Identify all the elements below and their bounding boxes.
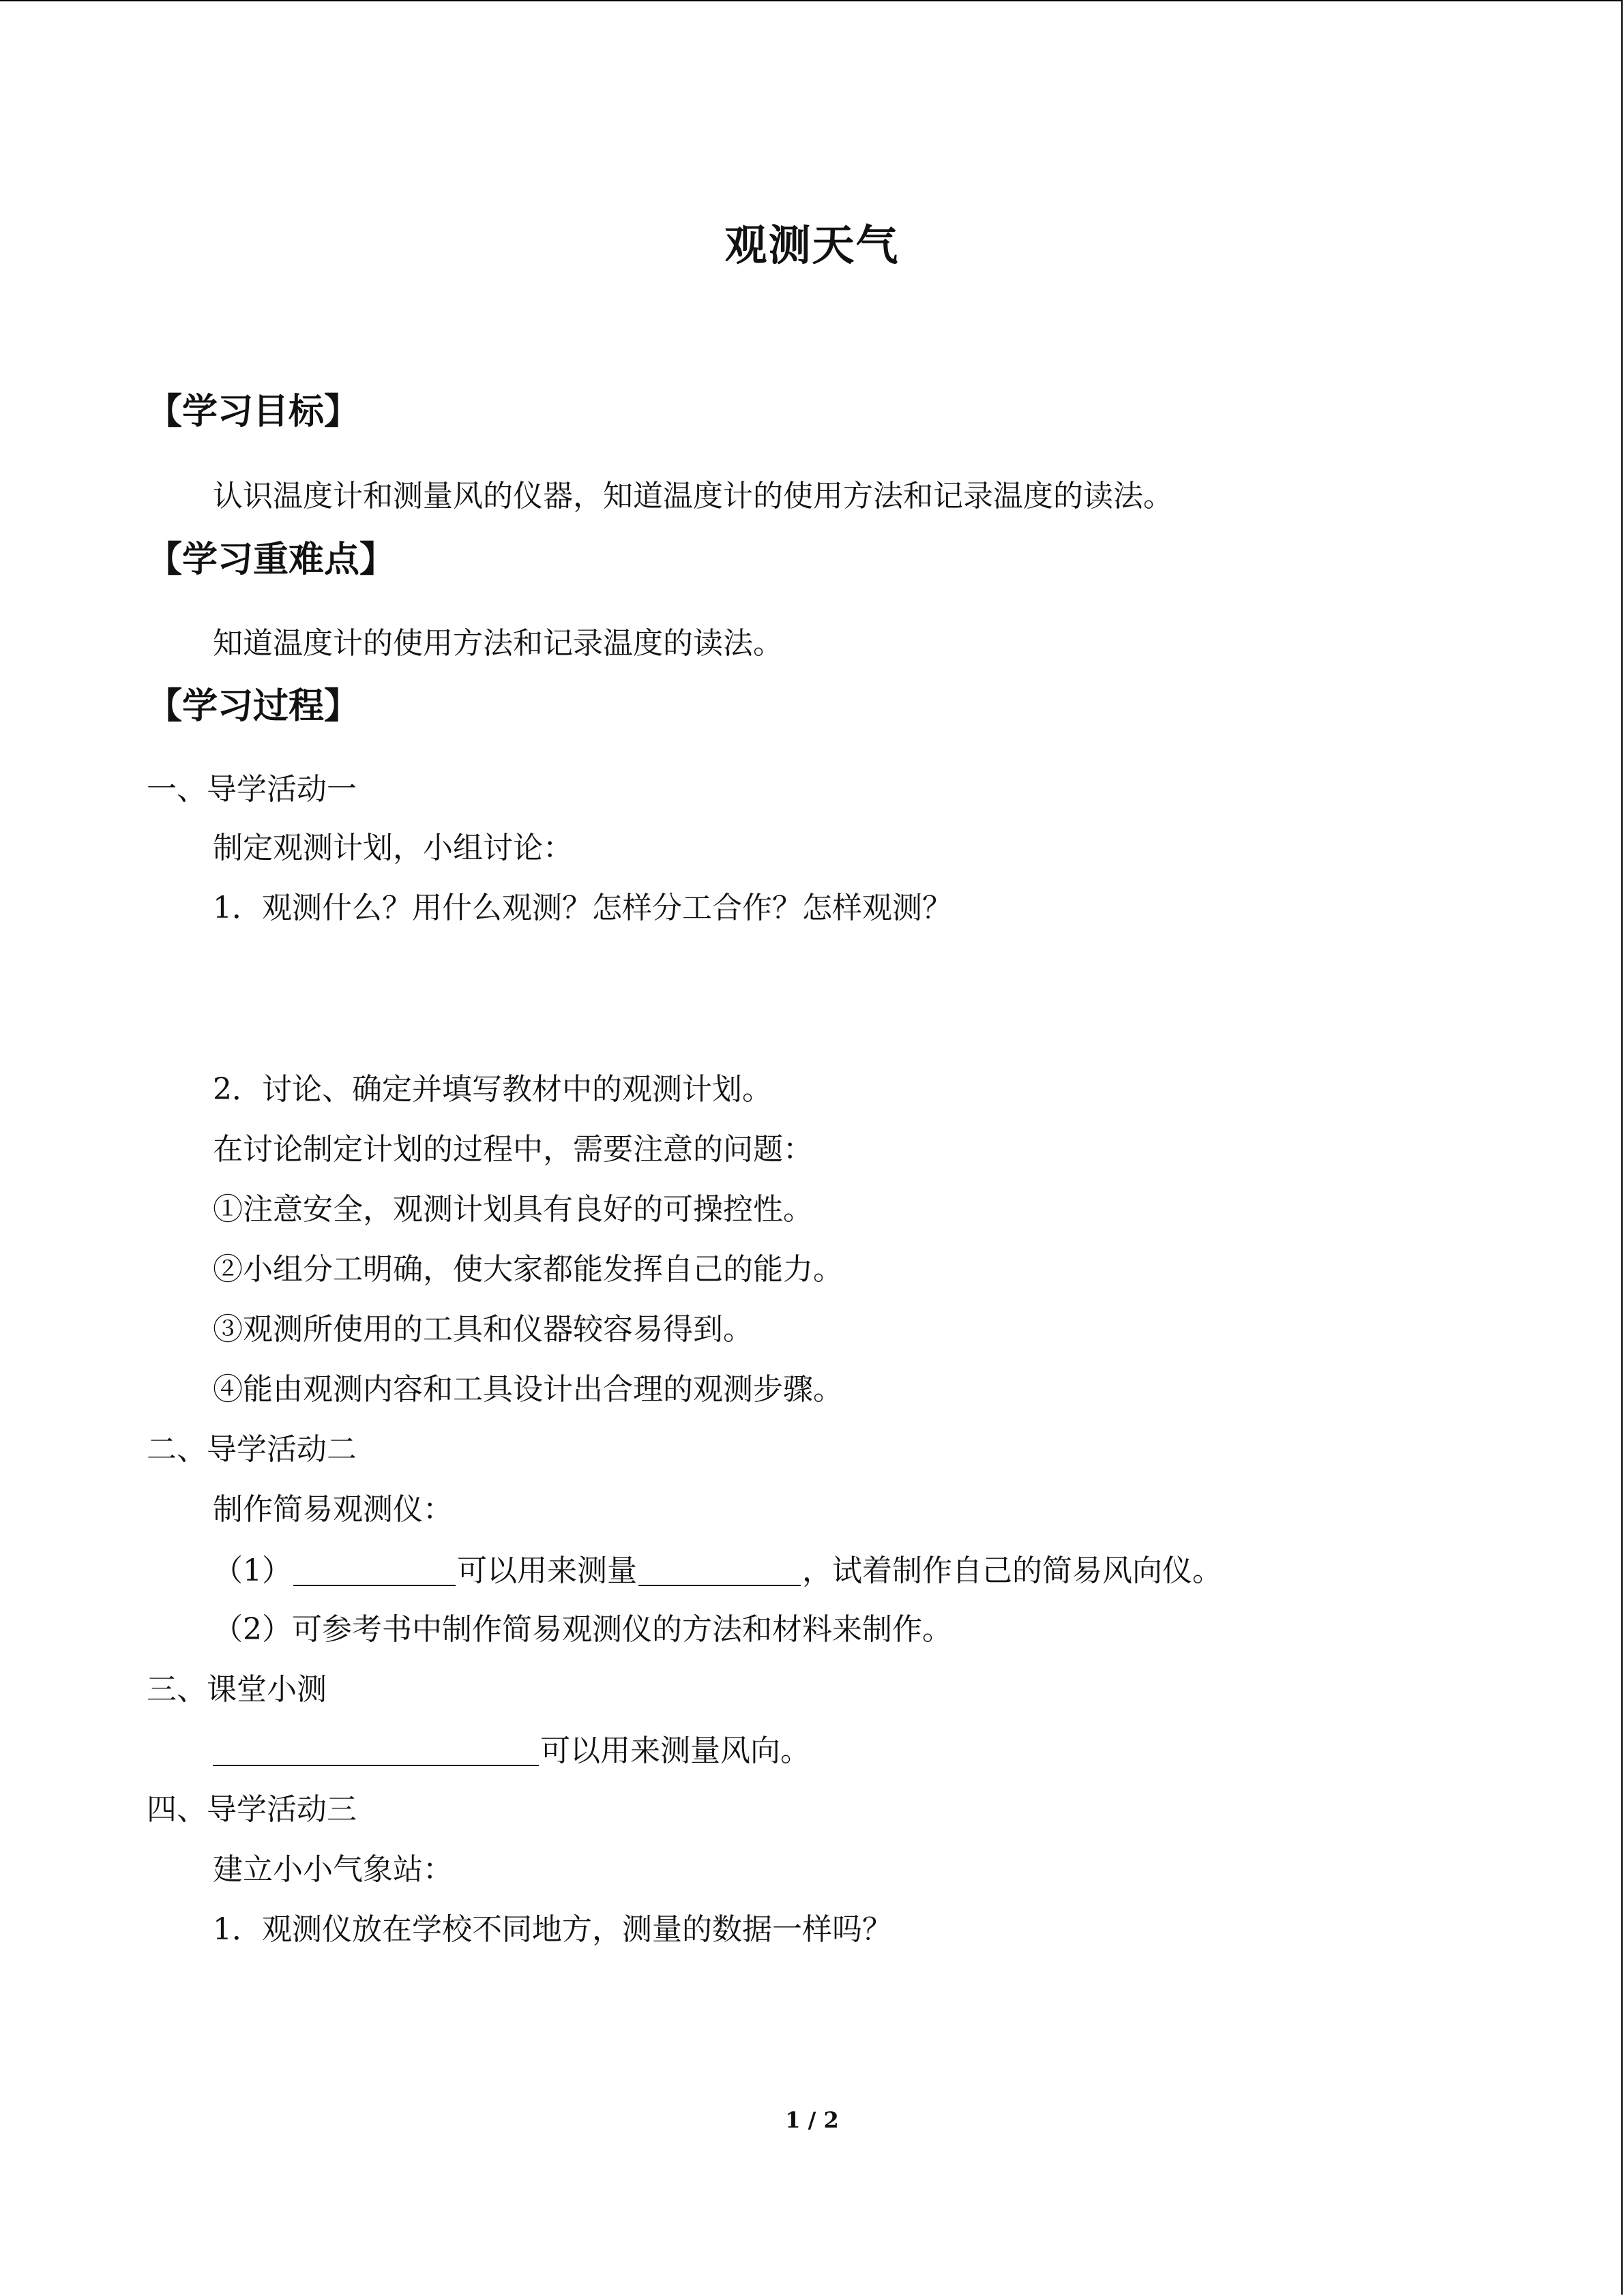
item1-prefix: （1）	[213, 1553, 292, 1588]
activity2-item-2: （2）可参考书中制作简易观测仪的方法和材料来制作。	[213, 1612, 952, 1647]
activity1-title: 一、导学活动一	[147, 772, 357, 807]
activity1-note-1: ①注意安全，观测计划具有良好的可操控性。	[213, 1192, 813, 1227]
activity1-note-intro: 在讨论制定计划的过程中，需要注意的问题：	[213, 1132, 813, 1167]
activity1-note-4: ④能由观测内容和工具设计出合理的观测步骤。	[213, 1372, 843, 1407]
quiz-item	[213, 1735, 810, 1766]
activity1-question-1: 1．观测什么？用什么观测？怎样分工合作？怎样观测？	[213, 891, 952, 925]
page-number: 1 / 2	[785, 2107, 839, 2133]
fill-blank-1[interactable]	[293, 1555, 456, 1586]
item1-suffix: ，试着制作自己的简易风向仪。	[802, 1553, 1222, 1588]
item1-mid: 可以用来测量	[457, 1553, 637, 1588]
activity3-intro: 建立小小气象站：	[213, 1852, 453, 1887]
activity1-note-2: ②小组分工明确，使大家都能发挥自己的能力。	[213, 1252, 843, 1287]
activity1-note-3: ③观测所使用的工具和仪器较容易得到。	[213, 1312, 753, 1347]
fill-blank-2[interactable]	[638, 1555, 801, 1586]
activity2-title: 二、导学活动二	[147, 1432, 357, 1467]
document-title: 观测天气	[724, 220, 900, 270]
activity3-question-1: 1．观测仪放在学校不同地方，测量的数据一样吗？	[213, 1912, 892, 1947]
activity1-intro: 制定观测计划，小组讨论：	[213, 831, 573, 865]
quiz-text: 可以用来测量风向。	[540, 1733, 810, 1768]
activity3-title: 四、导学活动三	[147, 1792, 357, 1827]
activity2-intro: 制作简易观测仪：	[213, 1492, 453, 1527]
quiz-title: 三、课堂小测	[147, 1672, 327, 1707]
focus-text: 知道温度计的使用方法和记录温度的读法。	[213, 626, 783, 661]
focus-heading: 【学习重难点】	[147, 539, 396, 580]
process-heading: 【学习过程】	[147, 686, 360, 727]
fill-blank-3[interactable]	[213, 1735, 539, 1766]
goals-heading: 【学习目标】	[147, 391, 360, 432]
goals-text: 认识温度计和测量风的仪器，知道温度计的使用方法和记录温度的读法。	[213, 479, 1173, 513]
activity2-item-1	[213, 1555, 1222, 1586]
activity1-question-2: 2．讨论、确定并填写教材中的观测计划。	[213, 1072, 772, 1107]
